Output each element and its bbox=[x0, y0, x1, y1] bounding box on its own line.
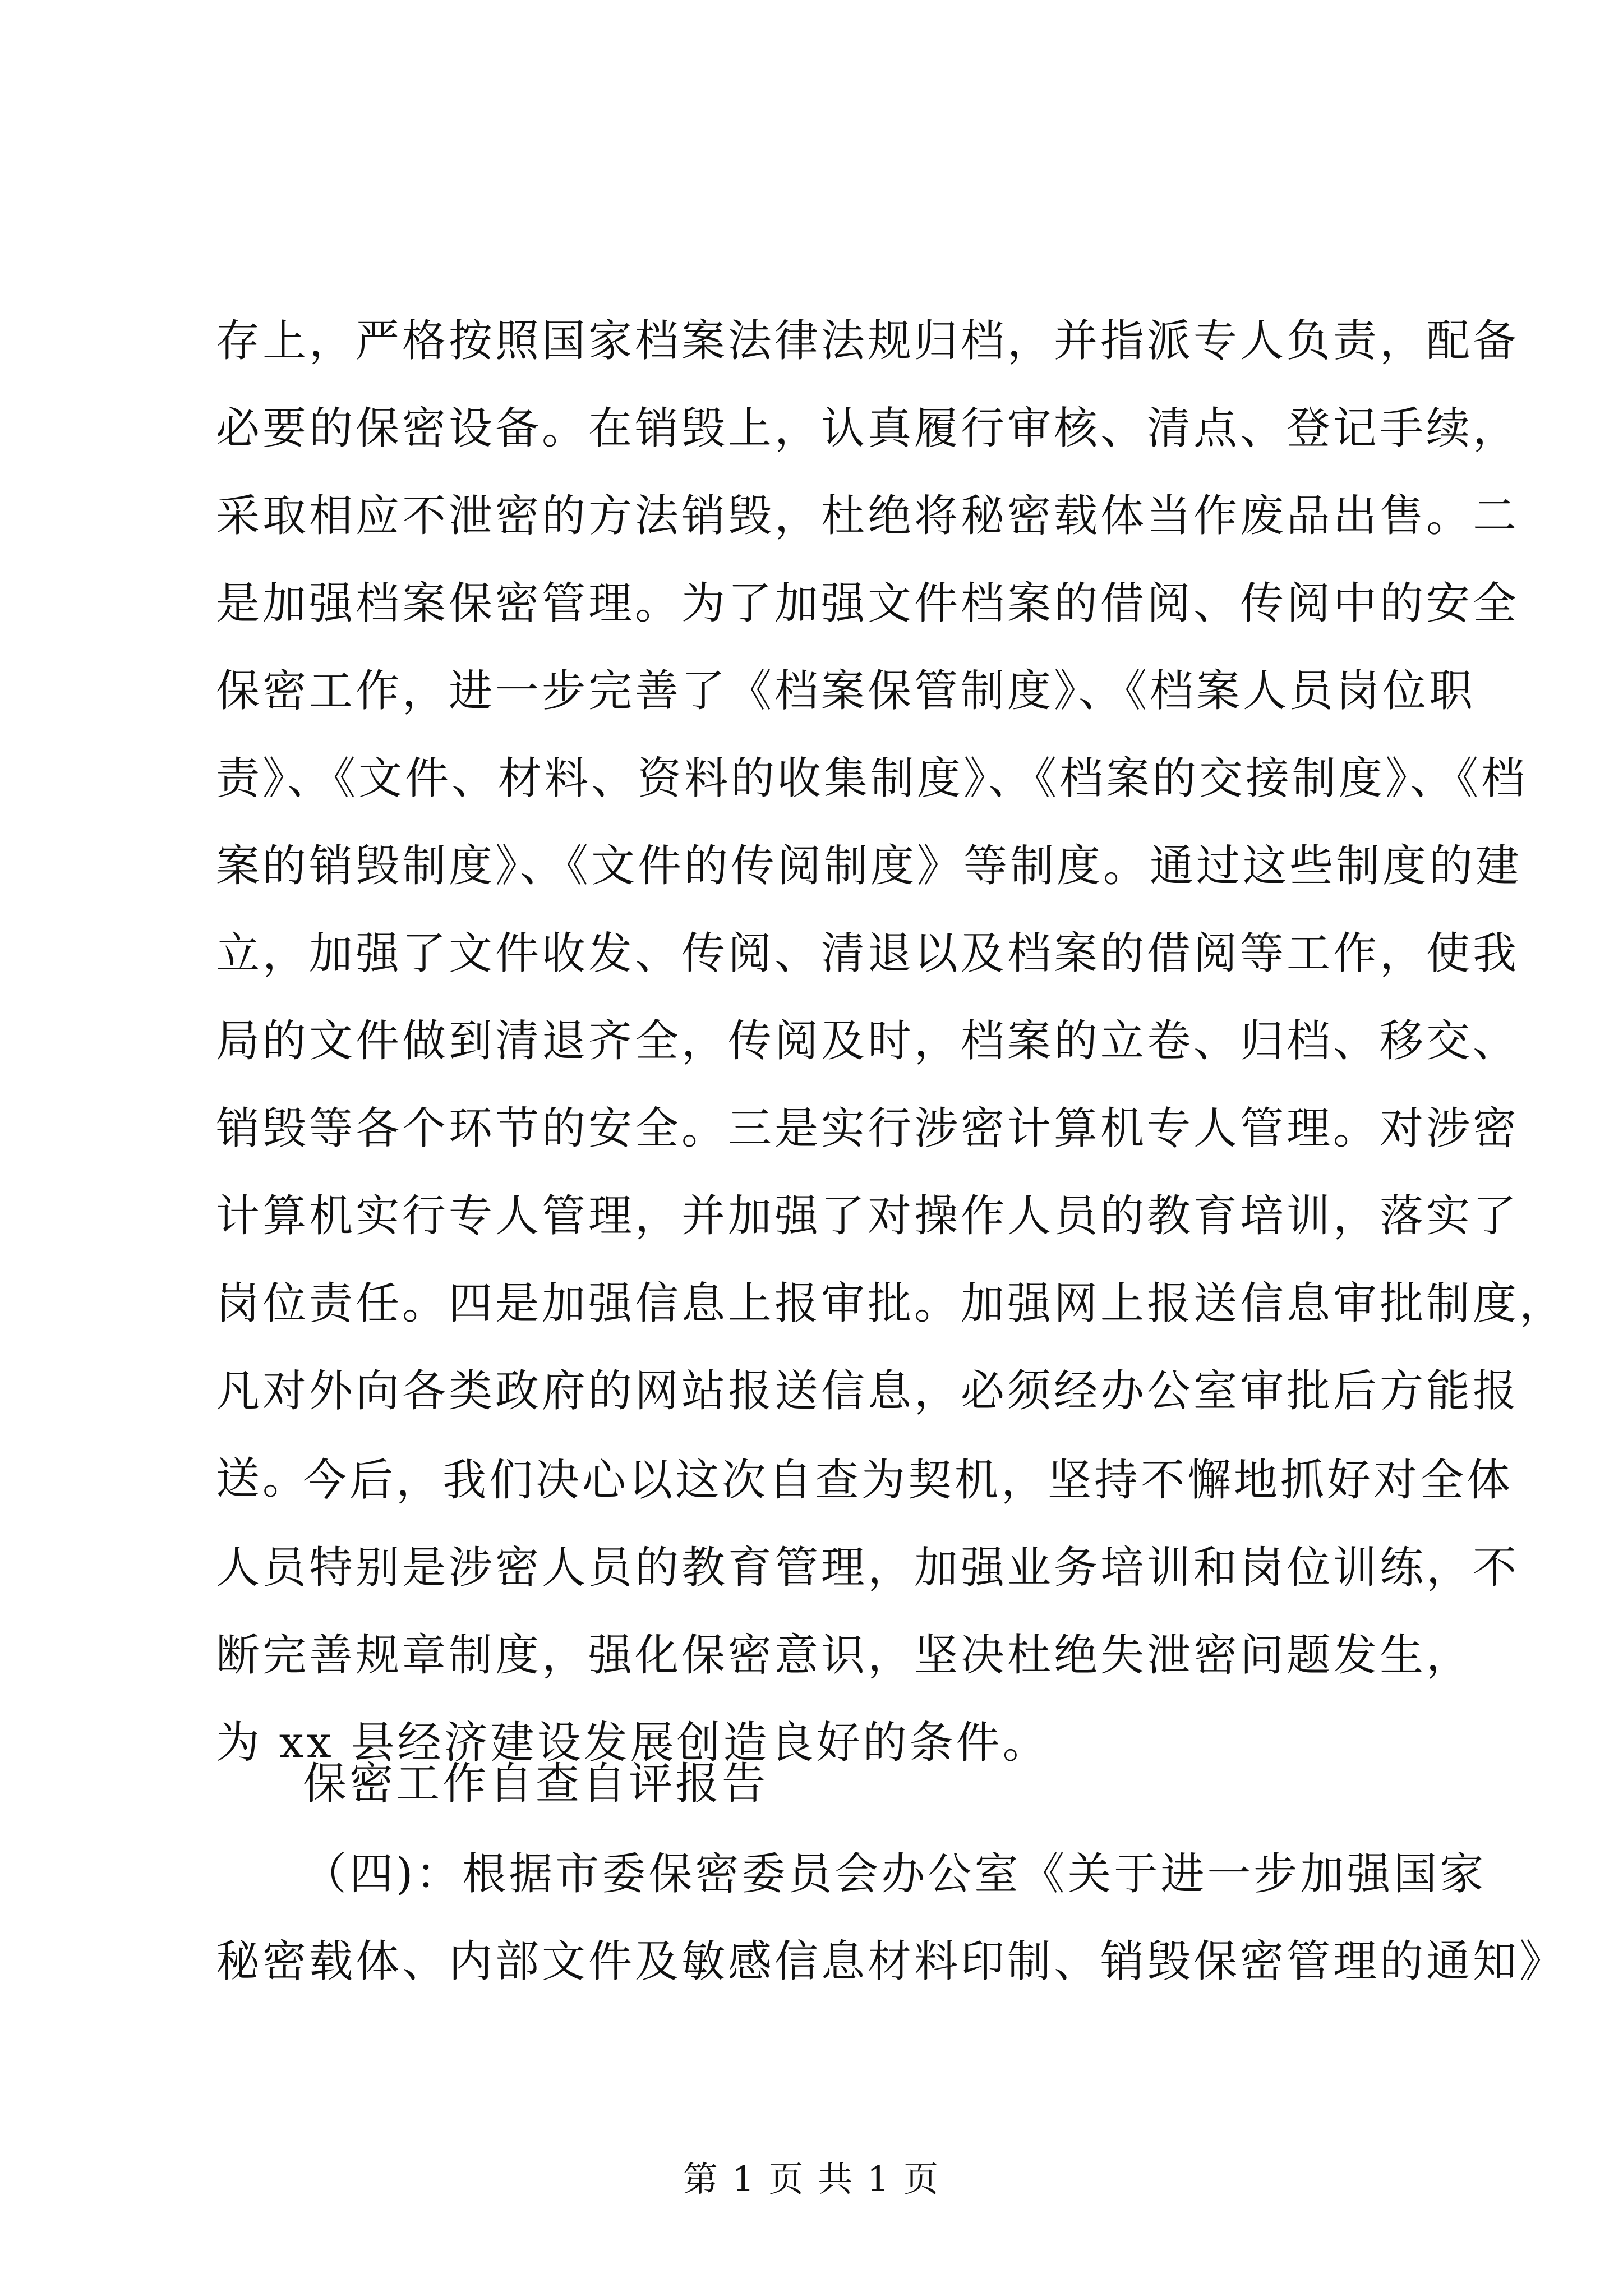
text-line: 存上，严格按照国家档案法律法规归档，并指派专人负责，配备 bbox=[216, 316, 1520, 366]
text-line: 必要的保密设备。在销毁上，认真履行审核、清点、登记手续， bbox=[216, 403, 1520, 454]
text-line: 人员特别是涉密人员的教育管理，加强业务培训和岗位训练，不 bbox=[216, 1543, 1520, 1593]
text-line: 为 xx 县经济建设发展创造良好的条件。 bbox=[216, 1718, 1049, 1768]
text-line: 凡对外向各类政府的网站报送信息，必须经办公室审批后方能报 bbox=[216, 1366, 1520, 1416]
text-line: 保密工作，进一步完善了《档案保管制度》、《档案人员岗位职 bbox=[216, 666, 1476, 716]
text-line: 销毁等各个环节的安全。三是实行涉密计算机专人管理。对涉密 bbox=[216, 1103, 1520, 1154]
text-line: 岗位责任。四是加强信息上报审批。加强网上报送信息审批制度， bbox=[216, 1278, 1566, 1329]
text-line: 局的文件做到清退齐全，传阅及时，档案的立卷、归档、移交、 bbox=[216, 1016, 1520, 1066]
text-line: （四)：根据市委保密委员会办公室《关于进一步加强国家 bbox=[303, 1849, 1487, 1899]
text-line: 立，加强了文件收发、传阅、清退以及档案的借阅等工作，使我 bbox=[216, 928, 1520, 979]
text-line: 秘密载体、内部文件及敏感信息材料印制、销毁保密管理的通知》 bbox=[216, 1936, 1566, 1987]
page-number-footer: 第 1 页 共 1 页 bbox=[683, 2159, 940, 2200]
text-line: 今后，我们决心以这次自查为契机，坚持不懈地抓好对全体 bbox=[303, 1455, 1514, 1506]
text-line: 送。 bbox=[216, 1453, 310, 1504]
text-line: 计算机实行专人管理，并加强了对操作人员的教育培训，落实了 bbox=[216, 1191, 1520, 1241]
text-line: 责》、《文件、材料、资料的收集制度》、《档案的交接制度》、《档 bbox=[216, 753, 1528, 804]
paragraph-3 bbox=[216, 1830, 1566, 2005]
paragraph-1 bbox=[216, 297, 1566, 1522]
text-line: 案的销毁制度》、《文件的传阅制度》等制度。通过这些制度的建 bbox=[216, 841, 1523, 891]
report-heading: 保密工作自查自评报告 bbox=[303, 1759, 769, 1809]
text-line: 是加强档案保密管理。为了加强文件档案的借阅、传阅中的安全 bbox=[216, 578, 1520, 629]
text-line: 采取相应不泄密的方法销毁，杜绝将秘密载体当作废品出售。二 bbox=[216, 491, 1520, 541]
text-line: 断完善规章制度，强化保密意识，坚决杜绝失泄密问题发生， bbox=[216, 1630, 1473, 1681]
paragraph-2 bbox=[216, 1437, 1520, 1787]
